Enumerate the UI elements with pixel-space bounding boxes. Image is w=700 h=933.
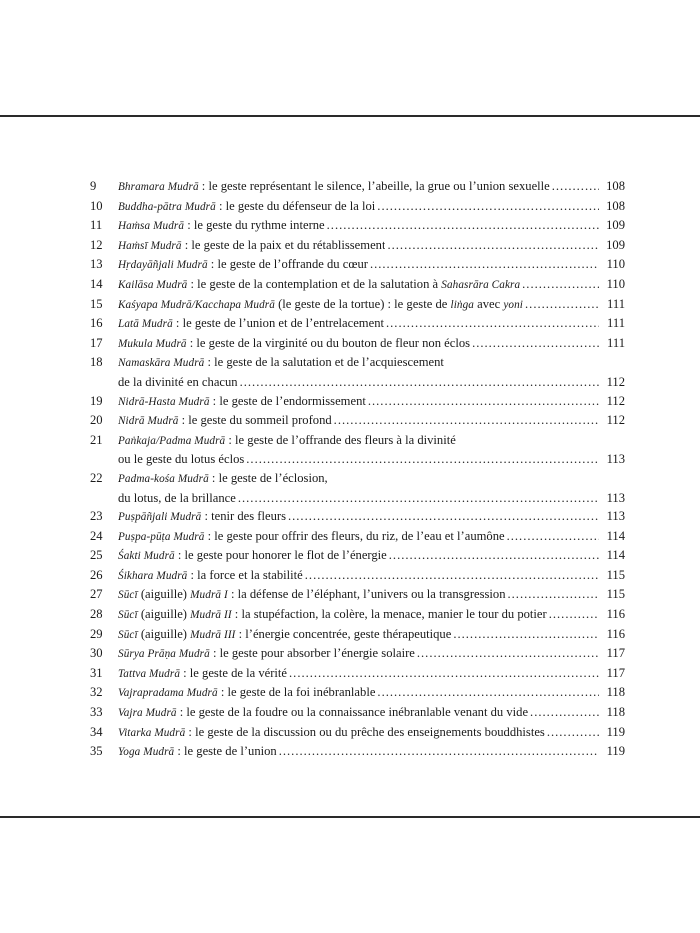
- sanskrit-term: Śikhara Mudrā: [118, 569, 188, 582]
- toc-entry[interactable]: [90, 314, 625, 334]
- entry-number: 15: [90, 296, 103, 311]
- page-number: 118: [606, 685, 625, 700]
- entry-number: 13: [90, 257, 103, 272]
- entry-body: [118, 431, 625, 469]
- entry-line: [118, 644, 625, 664]
- entry-title: [118, 566, 303, 586]
- sanskrit-term: Nidrā-Hasta Mudrā: [118, 395, 210, 408]
- entry-title: [118, 411, 332, 431]
- entry-line: [118, 216, 625, 236]
- entry-text: : le geste de l’union et de l’entrelacement: [172, 316, 384, 331]
- entry-text: : la force et la stabilité: [187, 567, 303, 582]
- entry-body: [118, 566, 625, 586]
- entry-line: [118, 566, 625, 586]
- dot-leader: [370, 255, 599, 274]
- sanskrit-term: Padma-kośa Mudrā: [118, 472, 209, 485]
- entry-line: [118, 723, 625, 743]
- toc-entry[interactable]: [90, 703, 625, 723]
- entry-line: [118, 450, 625, 469]
- entry-text: : le geste de l’endormissement: [209, 393, 366, 408]
- entry-body: [118, 585, 625, 605]
- bottom-rule: [0, 816, 700, 818]
- entry-text: : le geste de l’éclosion,: [208, 470, 328, 485]
- entry-line: [118, 742, 625, 762]
- toc-entry[interactable]: [90, 197, 625, 217]
- entry-line: [118, 664, 625, 684]
- page-number: 112: [606, 393, 625, 408]
- entry-title: [118, 489, 236, 508]
- entry-number: 27: [90, 587, 103, 602]
- entry-number: 35: [90, 744, 103, 759]
- sanskrit-term: Latā Mudrā: [118, 318, 173, 331]
- toc-entry[interactable]: [90, 177, 625, 197]
- toc-entry[interactable]: [90, 742, 625, 762]
- entry-line: [118, 314, 625, 334]
- sanskrit-term: liṅga: [450, 298, 474, 311]
- entry-line: [118, 625, 625, 645]
- entry-text: : l’énergie concentrée, geste thérapeutique: [235, 626, 452, 641]
- entry-text: : le geste de la paix et du rétablissement: [181, 237, 386, 252]
- page-number: 111: [607, 316, 625, 331]
- toc-entry[interactable]: [90, 236, 625, 256]
- page-number: 117: [606, 646, 625, 661]
- entry-number: 16: [90, 316, 103, 331]
- entry-number: 23: [90, 509, 103, 524]
- sanskrit-term: Kaśyapa Mudrā/Kacchapa Mudrā: [118, 298, 275, 311]
- entry-text: : le geste de la foi inébranlable: [217, 685, 376, 700]
- page-number: 110: [606, 276, 625, 291]
- dot-leader: [387, 236, 599, 255]
- entry-title: [118, 275, 520, 295]
- toc-entry[interactable]: [90, 216, 625, 236]
- entry-body: [118, 236, 625, 256]
- entry-title: [118, 742, 277, 762]
- entry-body: [118, 664, 625, 684]
- toc-entry[interactable]: [90, 507, 625, 527]
- dot-leader: [508, 585, 600, 604]
- entry-body: [118, 295, 625, 315]
- entry-title: [118, 255, 368, 275]
- entry-number: 17: [90, 335, 103, 350]
- entry-text: : le geste de la discussion ou du prêche des enseignements bouddhistes: [185, 724, 545, 739]
- toc-entry[interactable]: [90, 566, 625, 586]
- entry-title: [118, 177, 550, 197]
- page-number: 111: [607, 335, 625, 350]
- sanskrit-term: Mudrā II: [190, 609, 232, 622]
- toc-entry[interactable]: [90, 431, 625, 469]
- entry-line: [118, 373, 625, 392]
- dot-leader: [279, 742, 599, 761]
- entry-title: [118, 469, 328, 489]
- entry-line: [118, 527, 625, 547]
- entry-title: [118, 216, 325, 236]
- page-number: 116: [606, 607, 625, 622]
- dot-leader: [453, 625, 599, 644]
- toc-entry[interactable]: [90, 411, 625, 431]
- page-number: 113: [606, 509, 625, 524]
- entry-line: [118, 236, 625, 256]
- entry-line: [118, 489, 625, 508]
- dot-leader: [522, 275, 599, 294]
- toc-entry[interactable]: [90, 527, 625, 547]
- toc-entry[interactable]: [90, 683, 625, 703]
- entry-number: 28: [90, 607, 103, 622]
- page-number: 118: [606, 705, 625, 720]
- sanskrit-term: Śakti Mudrā: [118, 550, 175, 563]
- entry-title: [118, 703, 528, 723]
- dot-leader: [472, 334, 599, 353]
- dot-leader: [507, 527, 599, 546]
- entry-text: : le geste de la foudre ou la connaissance inébranlable venant du vide: [176, 705, 529, 720]
- dot-leader: [238, 489, 599, 508]
- entry-body: [118, 197, 625, 217]
- sanskrit-term: Sahasrāra Cakra: [441, 278, 521, 291]
- entry-body: [118, 275, 625, 295]
- entry-text: : le geste du défenseur de la loi: [215, 198, 376, 213]
- entry-line: [118, 683, 625, 703]
- sanskrit-term: yoni: [503, 298, 524, 311]
- toc-entry[interactable]: [90, 605, 625, 625]
- entry-text: (aiguille): [137, 587, 191, 602]
- sanskrit-term: Mudrā I: [190, 589, 228, 602]
- entry-title: [118, 546, 387, 566]
- entry-title: [118, 236, 385, 256]
- sanskrit-term: Mukula Mudrā: [118, 337, 187, 350]
- entry-line: [118, 334, 625, 354]
- sanskrit-term: Mudrā III: [190, 628, 236, 641]
- sanskrit-term: Sūcī: [118, 589, 138, 602]
- toc-entry[interactable]: [90, 723, 625, 743]
- entry-title: [118, 723, 545, 743]
- entry-text: : le geste représentant le silence, l’abeille, la grue ou l’union sexuelle: [198, 179, 550, 193]
- sanskrit-term: Tattva Mudrā: [118, 667, 181, 680]
- entry-text: (aiguille): [137, 607, 191, 622]
- entry-body: [118, 625, 625, 645]
- entry-number: 11: [90, 218, 103, 233]
- entry-title: [118, 373, 238, 392]
- entry-text: avec: [473, 296, 504, 311]
- dot-leader: [386, 314, 599, 333]
- entry-text: : le geste de l’offrande du cœur: [207, 257, 368, 272]
- toc-entry[interactable]: [90, 644, 625, 664]
- page-number: 112: [606, 374, 625, 389]
- entry-line: [118, 411, 625, 431]
- entry-title: [118, 392, 366, 412]
- sanskrit-term: Namaskāra Mudrā: [118, 357, 205, 370]
- toc-entry[interactable]: [90, 275, 625, 295]
- page-number: 119: [606, 724, 625, 739]
- toc-entry[interactable]: [90, 295, 625, 315]
- entry-line: [118, 585, 625, 605]
- dot-leader: [525, 295, 599, 314]
- entry-number: 29: [90, 626, 103, 641]
- toc-entry[interactable]: [90, 664, 625, 684]
- entry-line: [118, 507, 625, 527]
- toc-entry[interactable]: [90, 469, 625, 507]
- dot-leader: [305, 566, 599, 585]
- sanskrit-term: Kailāsa Mudrā: [118, 278, 188, 291]
- entry-title: [118, 644, 415, 664]
- entry-line: [118, 255, 625, 275]
- page-number: 108: [606, 179, 625, 193]
- page-number: 116: [606, 626, 625, 641]
- dot-leader: [368, 392, 599, 411]
- entry-number: 18: [90, 355, 103, 370]
- entry-text: : le geste pour absorber l’énergie solaire: [209, 646, 415, 661]
- entry-title: [118, 450, 244, 469]
- page-number: 112: [606, 413, 625, 428]
- entry-text: : le geste de l’union: [174, 744, 277, 759]
- entry-title: [118, 431, 456, 451]
- dot-leader: [547, 723, 599, 742]
- entry-line: [118, 546, 625, 566]
- entry-text: : le geste de la virginité ou du bouton de fleur non éclos: [186, 335, 471, 350]
- entry-text: (le geste de la tortue) : le geste de: [274, 296, 451, 311]
- entry-body: [118, 546, 625, 566]
- entry-number: 20: [90, 413, 103, 428]
- page-number: 119: [606, 744, 625, 759]
- entry-body: [118, 177, 625, 197]
- entry-number: 25: [90, 548, 103, 563]
- entry-body: [118, 683, 625, 703]
- entry-number: 26: [90, 567, 103, 582]
- entry-body: [118, 314, 625, 334]
- entry-number: 21: [90, 432, 103, 447]
- page-number: 115: [606, 567, 625, 582]
- entry-title: [118, 527, 505, 547]
- sanskrit-term: Nidrā Mudrā: [118, 415, 179, 428]
- entry-line: [118, 275, 625, 295]
- entry-number: 32: [90, 685, 103, 700]
- entry-title: [118, 295, 523, 315]
- entry-line: [118, 353, 625, 373]
- toc-entry[interactable]: [90, 334, 625, 354]
- sanskrit-term: Sūcī: [118, 609, 138, 622]
- entry-body: [118, 507, 625, 527]
- entry-text: : le geste de la vérité: [180, 665, 288, 680]
- entry-body: [118, 353, 625, 391]
- entry-line: [118, 431, 625, 451]
- entry-text: : le geste pour honorer le flot de l’énergie: [174, 548, 387, 563]
- entry-line: [118, 605, 625, 625]
- dot-leader: [552, 177, 599, 196]
- page-number: 111: [607, 296, 625, 311]
- entry-title: [118, 334, 470, 354]
- sanskrit-term: Hṛdayāñjali Mudrā: [118, 259, 208, 272]
- entry-line: [118, 177, 625, 197]
- entry-line: [118, 295, 625, 315]
- entry-line: [118, 703, 625, 723]
- page-number: 108: [606, 198, 625, 213]
- dot-leader: [417, 644, 599, 663]
- sanskrit-term: Puṣpa-pūṭa Mudrā: [118, 530, 205, 543]
- entry-number: 10: [90, 198, 103, 213]
- entry-number: 12: [90, 237, 103, 252]
- entry-body: [118, 703, 625, 723]
- entry-number: 30: [90, 646, 103, 661]
- table-of-contents: [90, 177, 625, 762]
- sanskrit-term: Paṅkaja/Padma Mudrā: [118, 434, 226, 447]
- dot-leader: [377, 197, 599, 216]
- toc-entry[interactable]: [90, 546, 625, 566]
- sanskrit-term: Haṁsī Mudrā: [118, 239, 182, 252]
- entry-title: [118, 664, 287, 684]
- entry-body: [118, 723, 625, 743]
- entry-number: 33: [90, 705, 103, 720]
- entry-number: 14: [90, 276, 103, 291]
- sanskrit-term: Sūrya Prāṇa Mudrā: [118, 648, 210, 661]
- entry-title: [118, 625, 451, 645]
- toc-entry[interactable]: [90, 255, 625, 275]
- page-number: 109: [606, 237, 625, 252]
- page-number: 113: [606, 490, 625, 505]
- sanskrit-term: Vajra Mudrā: [118, 707, 177, 720]
- dot-leader: [549, 605, 599, 624]
- entry-number: 19: [90, 393, 103, 408]
- entry-text: : le geste pour offrir des fleurs, du riz, de l’eau et l’aumône: [204, 528, 505, 543]
- sanskrit-term: Haṁsa Mudrā: [118, 220, 185, 233]
- entry-body: [118, 742, 625, 762]
- entry-text: du lotus, de la brillance: [118, 490, 236, 505]
- entry-text: : tenir des fleurs: [201, 509, 286, 524]
- entry-body: [118, 469, 625, 507]
- entry-body: [118, 527, 625, 547]
- entry-number: 9: [90, 179, 97, 193]
- toc-entry[interactable]: [90, 392, 625, 412]
- sanskrit-term: Vajrapradama Mudrā: [118, 687, 218, 700]
- page-number: 109: [606, 218, 625, 233]
- dot-leader: [240, 373, 599, 392]
- entry-title: [118, 314, 384, 334]
- top-rule: [0, 115, 700, 117]
- dot-leader: [246, 450, 599, 469]
- entry-line: [118, 469, 625, 489]
- entry-title: [118, 605, 547, 625]
- entry-text: : la stupéfaction, la colère, la menace, manier le tour du potier: [231, 607, 547, 622]
- entry-text: ou le geste du lotus éclos: [118, 452, 245, 467]
- entry-text: : le geste de la salutation et de l’acquiescement: [204, 355, 444, 370]
- sanskrit-term: Vitarka Mudrā: [118, 726, 186, 739]
- page-number: 110: [606, 257, 625, 272]
- entry-body: [118, 411, 625, 431]
- entry-text: : le geste du sommeil profond: [178, 413, 332, 428]
- sanskrit-term: Yoga Mudrā: [118, 746, 175, 759]
- entry-number: 31: [90, 665, 103, 680]
- toc-entry[interactable]: [90, 625, 625, 645]
- toc-entry[interactable]: [90, 585, 625, 605]
- entry-body: [118, 216, 625, 236]
- sanskrit-term: Puṣpāñjali Mudrā: [118, 511, 202, 524]
- entry-body: [118, 644, 625, 664]
- entry-title: [118, 507, 286, 527]
- page-number: 113: [606, 452, 625, 467]
- entry-body: [118, 255, 625, 275]
- dot-leader: [530, 703, 599, 722]
- dot-leader: [377, 683, 599, 702]
- entry-text: : le geste de l’offrande des fleurs à la divinité: [225, 432, 456, 447]
- entry-line: [118, 392, 625, 412]
- sanskrit-term: Bhramara Mudrā: [118, 181, 199, 193]
- dot-leader: [288, 507, 599, 526]
- sanskrit-term: Sūcī: [118, 628, 138, 641]
- toc-entry[interactable]: [90, 353, 625, 391]
- entry-body: [118, 605, 625, 625]
- entry-number: 22: [90, 470, 103, 485]
- entry-text: : le geste du rythme interne: [184, 218, 325, 233]
- entry-title: [118, 683, 375, 703]
- entry-text: : la défense de l’éléphant, l’univers ou la transgression: [227, 587, 506, 602]
- entry-body: [118, 334, 625, 354]
- entry-text: de la divinité en chacun: [118, 374, 238, 389]
- page-number: 117: [606, 665, 625, 680]
- sanskrit-term: Buddha-pātra Mudrā: [118, 200, 216, 213]
- entry-title: [118, 197, 375, 217]
- entry-text: (aiguille): [137, 626, 191, 641]
- entry-number: 24: [90, 528, 103, 543]
- entry-line: [118, 197, 625, 217]
- dot-leader: [289, 664, 599, 683]
- page-number: 114: [606, 528, 625, 543]
- dot-leader: [334, 411, 599, 430]
- entry-text: : le geste de la contemplation et de la salutation à: [187, 276, 442, 291]
- entry-title: [118, 353, 444, 373]
- entry-number: 34: [90, 724, 103, 739]
- page-number: 115: [606, 587, 625, 602]
- entry-title: [118, 585, 506, 605]
- page-number: 114: [606, 548, 625, 563]
- dot-leader: [389, 546, 599, 565]
- entry-body: [118, 392, 625, 412]
- dot-leader: [327, 216, 599, 235]
